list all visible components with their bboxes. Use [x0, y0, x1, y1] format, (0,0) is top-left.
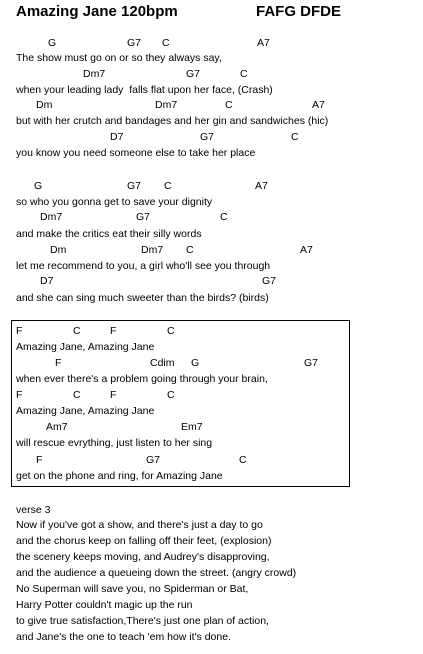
- lyric-line: get on the phone and ring, for Amazing Jane: [16, 470, 223, 482]
- lyric-line: but with her crutch and bandages and her gin and sandwiches (hic): [16, 115, 329, 127]
- lyric-line: and the chorus keep on falling off their feet, (explosion): [16, 535, 272, 547]
- chord: C: [167, 389, 175, 401]
- chord: Dm7: [40, 211, 63, 223]
- chord: Dm7: [155, 99, 178, 111]
- title-row: [16, 3, 416, 25]
- chord: G7: [304, 357, 319, 369]
- chord: G7: [136, 211, 151, 223]
- chord: C: [225, 99, 233, 111]
- chord: G7: [262, 275, 277, 287]
- tuning-label: FAFG DFDE: [256, 3, 341, 20]
- lyric-line: will rescue evrything, just listen to her sing: [16, 437, 213, 449]
- lyric-line: Now if you've got a show, and there's just a day to go: [16, 519, 263, 531]
- chord: C: [220, 211, 228, 223]
- chord: G7: [200, 131, 215, 143]
- lyric-line: so who you gonna get to save your dignity: [16, 196, 213, 208]
- lyric-line: when your leading lady falls flat upon her face, (Crash): [16, 84, 273, 96]
- lyric-line: Amazing Jane, Amazing Jane: [16, 341, 155, 353]
- chord: G: [48, 37, 57, 49]
- chord: Em7: [181, 421, 203, 433]
- lyric-line: let me recommend to you, a girl who'll see you through: [16, 260, 271, 272]
- chord: C: [240, 68, 248, 80]
- chord: Dm7: [141, 244, 164, 256]
- chord: A7: [312, 99, 325, 111]
- chord: F: [110, 389, 117, 401]
- lyric-line: and Jane's the one to teach 'em how it's done.: [16, 631, 231, 643]
- lyric-line: to give true satisfaction,There's just one plan of action,: [16, 615, 269, 627]
- chord: G7: [127, 37, 142, 49]
- chord: C: [73, 389, 81, 401]
- lyric-line: and she can sing much sweeter than the birds? (birds): [16, 292, 269, 304]
- chord: F: [55, 357, 62, 369]
- lyric-line: Harry Potter couldn't magic up the run: [16, 599, 193, 611]
- chord: F: [16, 325, 23, 337]
- chord: C: [291, 131, 299, 143]
- chord: G7: [127, 180, 142, 192]
- lyric-line: Amazing Jane, Amazing Jane: [16, 405, 155, 417]
- chord: Am7: [46, 421, 68, 433]
- chord: Cdim: [150, 357, 175, 369]
- lyric-line: The show must go on or so they always say,: [16, 52, 222, 64]
- chord: G7: [146, 454, 161, 466]
- chord: C: [239, 454, 247, 466]
- chord: F: [16, 389, 23, 401]
- song-title: Amazing Jane 120bpm: [16, 3, 178, 20]
- chord: G: [191, 357, 200, 369]
- chord: C: [162, 37, 170, 49]
- chord: Dm: [50, 244, 67, 256]
- chord: C: [167, 325, 175, 337]
- lyric-line: the scenery keeps moving, and Audrey's disapproving,: [16, 551, 270, 563]
- chord: Dm7: [83, 68, 106, 80]
- chord: A7: [257, 37, 270, 49]
- chord: G: [34, 180, 43, 192]
- chord: C: [73, 325, 81, 337]
- chord: F: [110, 325, 117, 337]
- lyric-line: and make the critics eat their silly words: [16, 228, 202, 240]
- chord: C: [186, 244, 194, 256]
- chord: D7: [40, 275, 54, 287]
- lyric-line: you know you need someone else to take her place: [16, 147, 256, 159]
- verse3-label: verse 3: [16, 504, 51, 516]
- lyric-line: and the audience a queueing down the street. (angry crowd): [16, 567, 297, 579]
- lyric-line: No Superman will save you, no Spiderman or Bat,: [16, 583, 249, 595]
- chord: Dm: [36, 99, 53, 111]
- chord: A7: [255, 180, 268, 192]
- chord: C: [164, 180, 172, 192]
- chord: A7: [300, 244, 313, 256]
- chord: F: [36, 454, 43, 466]
- chord: G7: [186, 68, 201, 80]
- chord: D7: [110, 131, 124, 143]
- lyric-line: when ever there's a problem going through your brain,: [16, 373, 268, 385]
